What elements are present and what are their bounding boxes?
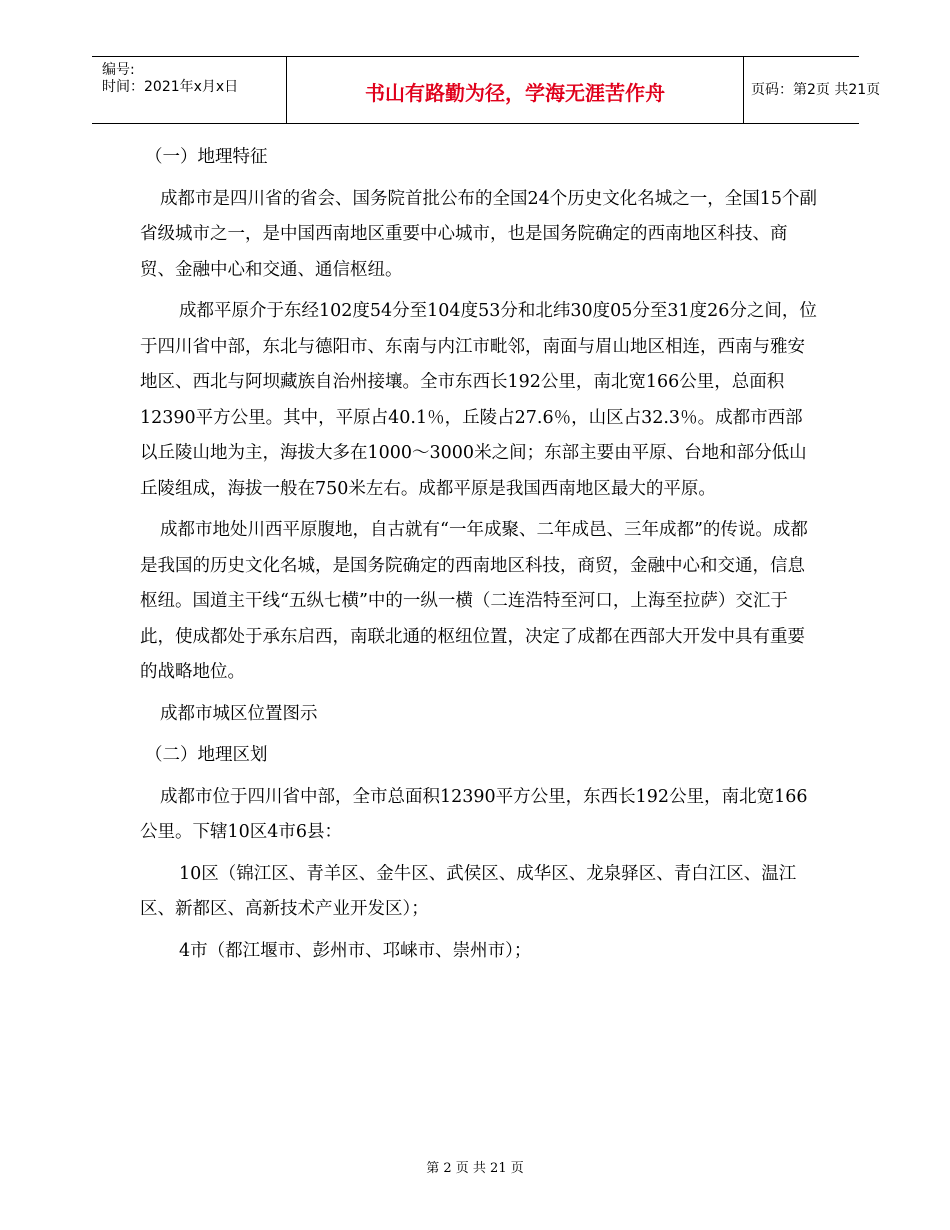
- page-header: [92, 56, 881, 124]
- time-label: 时间：2021年x月x日: [102, 79, 239, 95]
- header-info-cell: [92, 57, 286, 123]
- paragraph-plain-location: 成都平原介于东经102度54分至104度53分和北纬30度05分至31度26分之间，位于四川省中部，东北与德阳市、东南与内江市毗邻，南面与眉山地区相连，西南与雅安地区、西北与阿坝藏族自治州接壤。全市东西长192公里，南北宽166公里，总面积12390平方公里。其中，平原占40.1％，丘陵占27.6％，山区占32.3％。成都市西部以丘陵山地为主，海拔大多在1000～3000米之间；东部主要由平原、台地和部分低山丘陵组成，海拔一般在750米左右。成都平原是我国西南地区最大的平原。: [140, 301, 817, 499]
- paragraph-strategic-position: 成都市地处川西平原腹地，自古就有“一年成聚、二年成邑、三年成都”的传说。成都是我国的历史文化名城，是国务院确定的西南地区科技，商贸，金融中心和交通，信息枢纽。国道主干线“五纵七横”中的一纵一横（二连浩特至河口，上海至拉萨）交汇于此，使成都处于承东启西，南联北通的枢纽位置，决定了成都在西部大开发中具有重要的战略地位。: [140, 520, 808, 682]
- paragraph-cities: 4市（都江堰市、彭州市、邛崃市、崇州市）；: [179, 940, 532, 961]
- document-body: [140, 140, 820, 969]
- page-footer: 第 2 页 共 21 页: [426, 1161, 524, 1176]
- paragraph-divisions-summary: 成都市位于四川省中部，全市总面积12390平方公里，东西长192公里，南北宽166公里。下辖10区4市6县：: [140, 786, 808, 842]
- figure-caption: 成都市城区位置图示: [160, 703, 318, 724]
- section-heading-divisions: （二）地理区划: [145, 745, 268, 765]
- header-page-number: 页码：第2页 共21页: [751, 82, 881, 98]
- serial-label: 编号:: [102, 62, 135, 78]
- paragraph-city-overview: 成都市是四川省的省会、国务院首批公布的全国24个历史文化名城之一，全国15个副省级城市之一，是中国西南地区重要中心城市，也是国务院确定的西南地区科技、商贸、金融中心和交通、通信枢纽。: [140, 188, 818, 280]
- header-motto-cell: [286, 57, 744, 123]
- paragraph-districts: 10区（锦江区、青羊区、金牛区、武侯区、成华区、龙泉驿区、青白江区、温江区、新都区、高新技术产业开发区）；: [140, 863, 797, 919]
- section-heading-geography: （一）地理特征: [145, 147, 268, 167]
- motto-text: 书山有路勤为径，学海无涯苦作舟: [365, 81, 665, 105]
- header-page-cell: [743, 57, 881, 123]
